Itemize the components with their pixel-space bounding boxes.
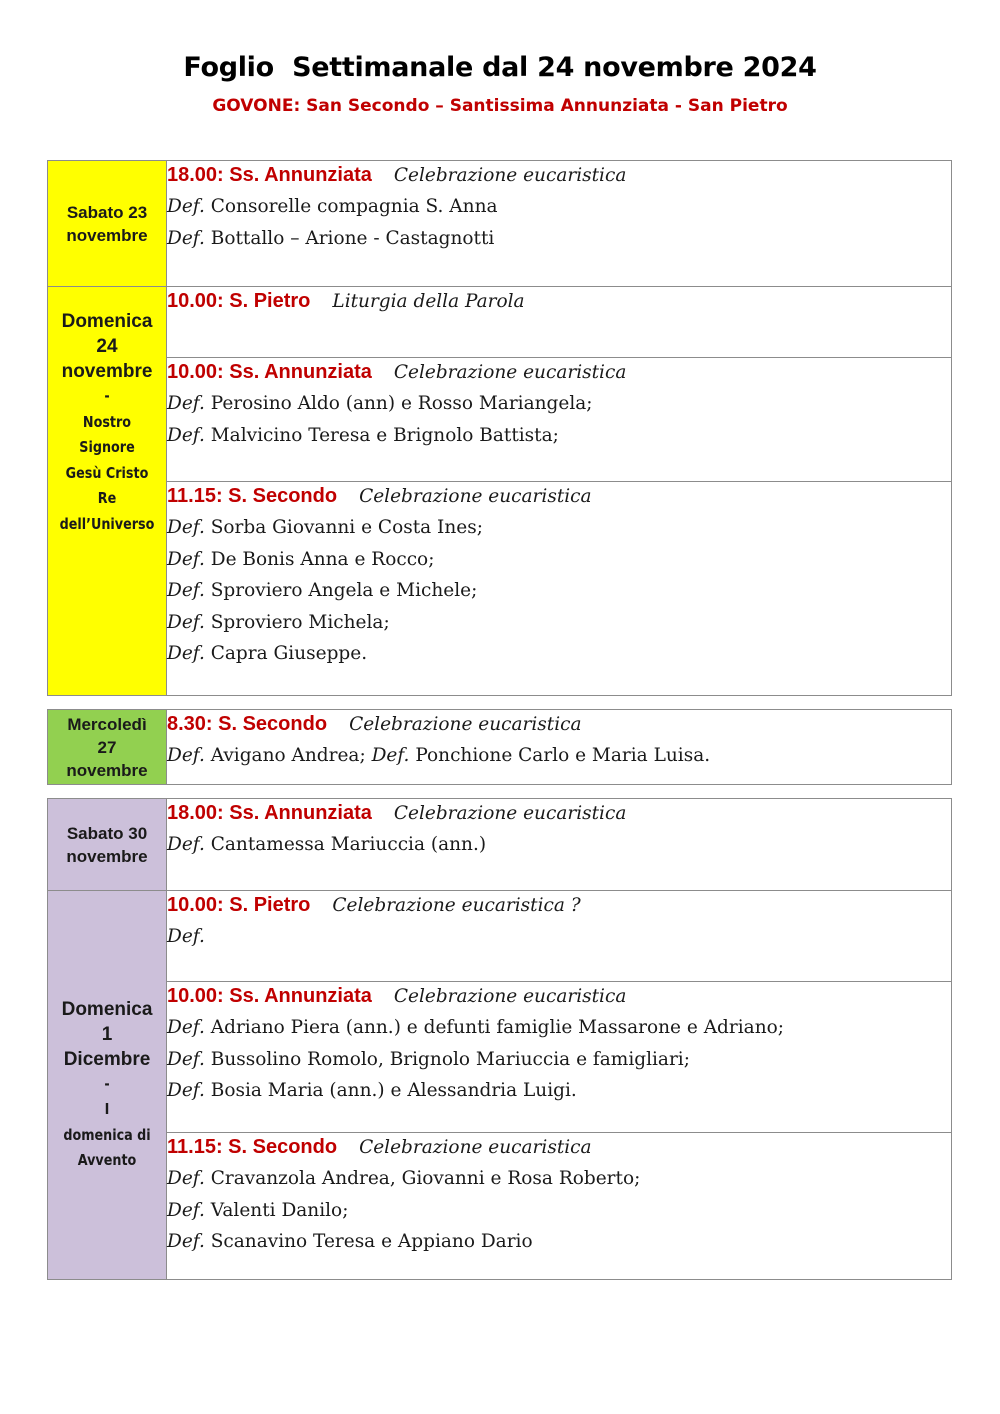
service-time: 11.15: S. Secondo: [167, 485, 338, 507]
day-cell-mercoledi-27: [48, 710, 167, 785]
service-cell: [167, 799, 952, 891]
intention-line: Def. Bosia Maria (ann.) e Alessandria Luigi.: [167, 1080, 577, 1101]
service-cell: [167, 482, 952, 696]
intention-line: Def. Avigano Andrea; Def. Ponchione Carlo e Maria Luisa.: [167, 745, 711, 766]
intention-line: Def. Perosino Aldo (ann) e Rosso Mariangela;: [167, 393, 593, 414]
intention-line: Def. Cantamessa Mariuccia (ann.): [167, 834, 487, 855]
service-time: 18.00: Ss. Annunziata: [167, 802, 372, 824]
page-title: Foglio Settimanale dal 24 novembre 2024: [183, 52, 817, 83]
intention-line: Def. De Bonis Anna e Rocco;: [167, 548, 435, 570]
intention-line: Def. Malvicino Teresa e Brignolo Battista;: [167, 424, 559, 446]
intention-line: Def. Cravanzola Andrea, Giovanni e Rosa Roberto;: [167, 1168, 641, 1189]
day-label-line: 1: [101, 1023, 113, 1045]
service-cell: [167, 891, 952, 982]
day-cell-domenica-24: [48, 287, 167, 696]
service-type: Celebrazione eucaristica: [393, 165, 627, 186]
service-type: Celebrazione eucaristica: [359, 1137, 592, 1158]
schedule-wednesday: [47, 709, 952, 785]
day-label-line: novembre: [66, 225, 148, 245]
service-type: Celebrazione eucaristica: [393, 986, 627, 1007]
service-time: 10.00: S. Pietro: [167, 894, 311, 916]
intention-line: Def. Valenti Danilo;: [167, 1199, 349, 1221]
service-cell: [167, 710, 952, 785]
day-cell-sabato-23: [48, 161, 167, 287]
feast-name: - Nostro Signore Gesù Cristo Re dell’Universo: [59, 387, 155, 533]
day-label-line: Dicembre: [63, 1048, 151, 1070]
service-type: Celebrazione eucaristica: [359, 486, 592, 507]
intention-line: Def. Sproviero Angela e Michele;: [167, 580, 478, 601]
service-type: Celebrazione eucaristica: [349, 714, 582, 735]
intention-line: Def. Bottallo – Arione - Castagnotti: [167, 227, 495, 249]
page-subtitle: [0, 96, 1000, 116]
intention-line: Def.: [167, 926, 205, 947]
intention-line: Def. Scanavino Teresa e Appiano Dario: [167, 1231, 533, 1252]
intention-line: Def. Adriano Piera (ann.) e defunti famiglie Massarone e Adriano;: [167, 1017, 784, 1038]
service-time: 10.00: S. Pietro: [167, 290, 311, 312]
day-label-line: novembre: [66, 760, 148, 780]
day-label-line: Domenica: [61, 311, 153, 332]
service-type: Liturgia della Parola: [332, 291, 525, 312]
schedule-week-2: [47, 798, 952, 1280]
day-cell-sabato-30: [48, 799, 167, 891]
schedule-week-1: [47, 160, 952, 696]
service-cell: [167, 1133, 952, 1280]
day-label-line: Domenica: [61, 998, 153, 1020]
day-label-line: 27: [97, 737, 117, 757]
service-time: 10.00: Ss. Annunziata: [167, 361, 372, 383]
service-cell: [167, 161, 952, 287]
service-cell: [167, 982, 952, 1133]
service-cell: [167, 287, 952, 358]
subtitle-place: GOVONE: [212, 96, 294, 116]
intention-line: Def. Capra Giuseppe.: [167, 643, 368, 664]
intention-line: Def. Sorba Giovanni e Costa Ines;: [167, 517, 483, 538]
service-time: 8.30: S. Secondo: [167, 713, 328, 735]
day-label-line: 24: [96, 336, 118, 357]
service-type: Celebrazione eucaristica ?: [332, 895, 581, 916]
service-time: 10.00: Ss. Annunziata: [167, 985, 372, 1007]
subtitle-churches: : San Secondo – Santissima Annunziata - San Pietro: [293, 96, 788, 116]
day-label-line: Mercoledì: [67, 714, 147, 734]
service-type: Celebrazione eucaristica: [393, 362, 627, 383]
day-label-line: novembre: [61, 361, 153, 382]
feast-name: - I domenica di Avvento: [63, 1074, 151, 1169]
day-cell-domenica-1: [48, 891, 167, 1280]
intention-line: Def. Bussolino Romolo, Brignolo Mariuccia e famigliari;: [167, 1048, 690, 1070]
service-time: 18.00: Ss. Annunziata: [167, 164, 372, 186]
day-label-line: novembre: [66, 846, 148, 866]
service-cell: [167, 358, 952, 482]
day-label-line: Sabato 23: [66, 202, 148, 222]
intention-line: Def. Sproviero Michela;: [167, 611, 390, 633]
service-type: Celebrazione eucaristica: [393, 803, 627, 824]
intention-line: Def. Consorelle compagnia S. Anna: [167, 196, 498, 217]
day-label-line: Sabato 30: [66, 823, 148, 843]
service-time: 11.15: S. Secondo: [167, 1136, 338, 1158]
